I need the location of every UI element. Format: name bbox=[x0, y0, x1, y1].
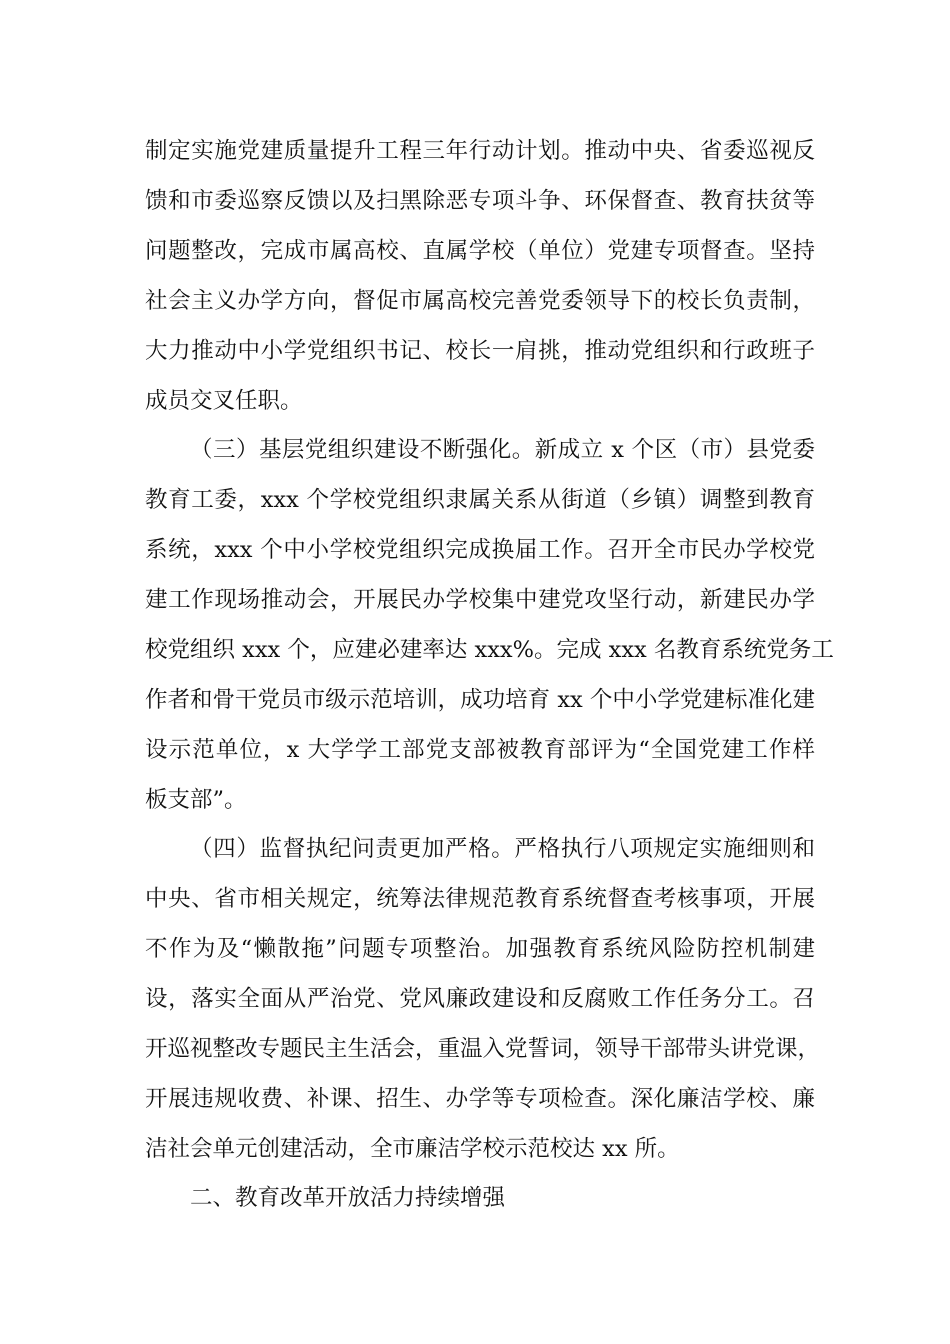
text-line: 制定实施党建质量提升工程三年行动计划。推动中央、省委巡视反 bbox=[145, 138, 815, 164]
text-line: 大力推动中小学党组织书记、校长一肩挑，推动党组织和行政班子 bbox=[145, 338, 815, 364]
text-line: 成员交叉任职。 bbox=[145, 388, 303, 414]
text-line: 校党组织 xxx 个，应建必建率达 xxx%。完成 xxx 名教育系统党务工 bbox=[145, 637, 834, 663]
section-heading-line: （三）基层党组织建设不断强化。新成立 x 个区（市）县党委 bbox=[190, 437, 815, 463]
text-line: 社会主义办学方向，督促市属高校完善党委领导下的校长负责制， bbox=[145, 288, 815, 314]
text-line: 中央、省市相关规定，统筹法律规范教育系统督查考核事项，开展 bbox=[145, 886, 815, 912]
text-line: 设示范单位，x 大学学工部党支部被教育部评为“全国党建工作样 bbox=[145, 737, 815, 763]
text-line: 设，落实全面从严治党、党风廉政建设和反腐败工作任务分工。召 bbox=[145, 986, 815, 1012]
text-line: 板支部”。 bbox=[145, 787, 247, 813]
section-heading: 二、教育改革开放活力持续增强 bbox=[190, 1185, 506, 1211]
text-line: 作者和骨干党员市级示范培训，成功培育 xx 个中小学党建标准化建 bbox=[145, 687, 815, 713]
text-line: 开展违规收费、补课、招生、办学等专项检查。深化廉洁学校、廉 bbox=[145, 1086, 815, 1112]
text-line: 开巡视整改专题民主生活会，重温入党誓词，领导干部带头讲党课， bbox=[145, 1036, 821, 1062]
text-line: 教育工委，xxx 个学校党组织隶属关系从街道（乡镇）调整到教育 bbox=[145, 487, 815, 513]
text-line: 系统，xxx 个中小学校党组织完成换届工作。召开全市民办学校党 bbox=[145, 537, 815, 563]
text-line: 馈和市委巡察反馈以及扫黑除恶专项斗争、环保督查、教育扶贫等 bbox=[145, 188, 815, 214]
section-heading-line: （四）监督执纪问责更加严格。严格执行八项规定实施细则和 bbox=[190, 836, 815, 862]
text-line: 不作为及“懒散拖”问题专项整治。加强教育系统风险防控机制建 bbox=[145, 936, 815, 962]
text-line: 洁社会单元创建活动，全市廉洁学校示范校达 xx 所。 bbox=[145, 1136, 680, 1162]
text-line: 建工作现场推动会，开展民办学校集中建党攻坚行动，新建民办学 bbox=[145, 587, 815, 613]
text-line: 问题整改，完成市属高校、直属学校（单位）党建专项督查。坚持 bbox=[145, 238, 815, 264]
